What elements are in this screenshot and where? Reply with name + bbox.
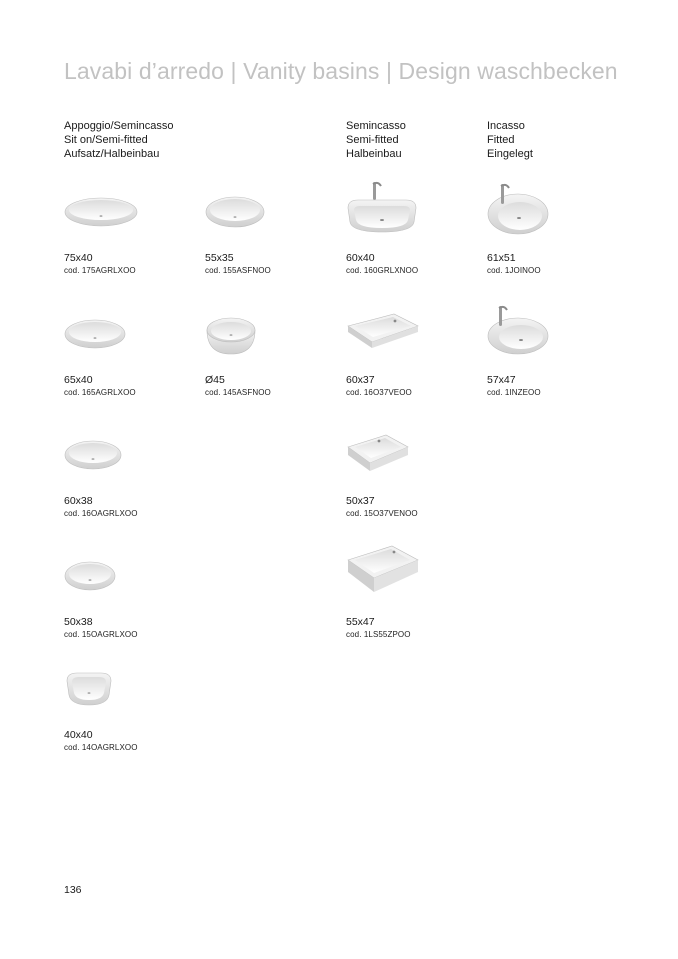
product-card [487, 300, 617, 398]
product-card [346, 312, 476, 398]
column-header-line: Fitted [487, 134, 515, 146]
product-card [487, 178, 617, 276]
oval-basin-icon [205, 190, 335, 252]
product-code: cod. 16OAGRLXOO [64, 509, 138, 518]
product-code: cod. 175AGRLXOO [64, 266, 136, 275]
product-size: 61x51 [487, 252, 516, 264]
product-code: cod. 160GRLXNOO [346, 266, 419, 275]
column-header-line: Incasso [487, 120, 525, 132]
product-size: 65x40 [64, 374, 93, 386]
column-header-line: Semi-fitted [346, 134, 399, 146]
product-card [346, 542, 476, 640]
product-card [346, 433, 476, 519]
column-header-line: Halbeinbau [346, 148, 402, 160]
product-card [205, 190, 335, 276]
column-header-sit-on [64, 119, 173, 161]
column-header-line: Eingelegt [487, 148, 533, 160]
square-soft-basin-icon [64, 667, 194, 729]
product-code: cod. 165AGRLXOO [64, 388, 136, 397]
product-code: cod. 15O37VENOO [346, 509, 418, 518]
page-title: Lavabi d’arredo | Vanity basins | Design waschbecken [64, 58, 618, 84]
column-header-line: Sit on/Semi-fitted [64, 134, 148, 146]
product-size: 60x38 [64, 495, 93, 507]
product-card [64, 667, 194, 753]
rectangular-basin-icon [346, 433, 476, 495]
product-code: cod. 1LS55ZPOO [346, 630, 411, 639]
product-card [64, 433, 194, 519]
column-header-line: Semincasso [346, 120, 406, 132]
product-code: cod. 16O37VEOO [346, 388, 412, 397]
oval-wide-basin-icon [64, 312, 194, 374]
product-code: cod. 1JOINOO [487, 266, 541, 275]
product-code: cod. 14OAGRLXOO [64, 743, 138, 752]
product-card [64, 190, 194, 276]
product-card [346, 178, 476, 276]
product-code: cod. 15OAGRLXOO [64, 630, 138, 639]
fitted-oval-basin-with-tap-icon [487, 178, 617, 252]
column-header-line: Aufsatz/Halbeinbau [64, 148, 160, 160]
semi-fitted-basin-with-tap-icon [346, 178, 476, 252]
column-header-line: Appoggio/Semincasso [64, 120, 174, 132]
product-card [205, 312, 335, 398]
product-size: 50x38 [64, 616, 93, 628]
round-bowl-basin-icon [205, 312, 335, 374]
product-size: 40x40 [64, 729, 93, 741]
product-size: 55x35 [205, 252, 234, 264]
product-code: cod. 145ASFNOO [205, 388, 271, 397]
product-size: Ø45 [205, 374, 225, 386]
column-header-semi-fitted [346, 119, 406, 161]
product-code: cod. 155ASFNOO [205, 266, 271, 275]
oval-wide-basin-icon [64, 190, 194, 252]
product-size: 60x40 [346, 252, 375, 264]
product-card [64, 554, 194, 640]
product-size: 50x37 [346, 495, 375, 507]
product-card [64, 312, 194, 398]
oval-wide-basin-icon [64, 433, 194, 495]
product-size: 55x47 [346, 616, 375, 628]
product-size: 60x37 [346, 374, 375, 386]
product-size: 75x40 [64, 252, 93, 264]
rectangular-basin-icon [346, 312, 476, 374]
product-code: cod. 1INZEOO [487, 388, 541, 397]
column-header-fitted [487, 119, 533, 161]
oval-wide-basin-icon [64, 554, 194, 616]
product-size: 57x47 [487, 374, 516, 386]
fitted-oval-basin-with-tap-icon [487, 300, 617, 374]
deep-rectangular-basin-icon [346, 542, 476, 616]
page-number: 136 [64, 884, 82, 896]
